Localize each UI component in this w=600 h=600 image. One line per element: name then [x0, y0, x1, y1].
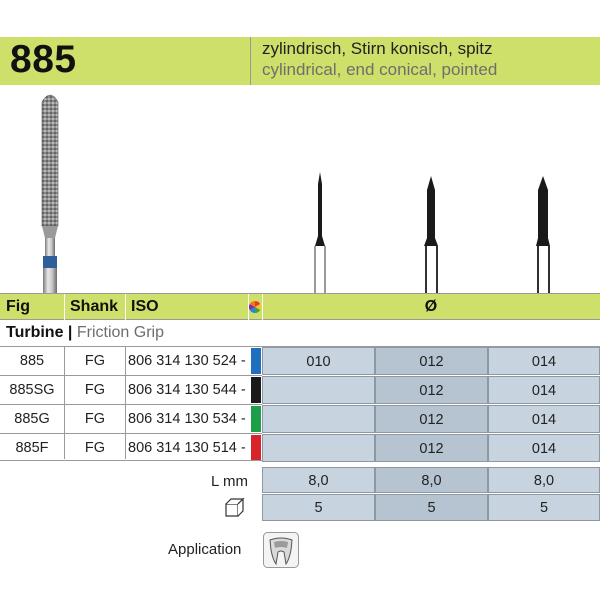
pack-cell: 5: [375, 494, 488, 521]
length-cell: 8,0: [262, 467, 375, 493]
column-header-row: [0, 293, 600, 320]
size-cell: 012: [375, 347, 488, 375]
row-iso: 806 314 130 514 -: [128, 440, 246, 456]
color-band-red: [251, 435, 261, 461]
column-header-diameter: Ø: [424, 298, 438, 315]
size-cell-empty: [262, 405, 375, 433]
color-wheel-icon: [249, 294, 262, 321]
pack-row: [0, 494, 600, 521]
section-title-friction-grip: Friction Grip: [76, 324, 164, 341]
color-band-green: [251, 406, 261, 432]
size-cell: 010: [262, 347, 375, 375]
row-iso: 806 314 130 544 -: [128, 382, 246, 398]
application-label: Application: [168, 541, 242, 558]
row-shank: FG: [84, 382, 106, 398]
product-code: 885: [10, 38, 77, 81]
size-cell: 014: [488, 405, 600, 433]
size-cell: 012: [375, 434, 488, 462]
product-illustration-area: [0, 86, 600, 293]
section-title-turbine: Turbine |: [6, 324, 73, 341]
size-cell: 012: [375, 376, 488, 404]
bur-drawing-014: [536, 176, 550, 293]
size-cell-empty: [262, 376, 375, 404]
description-english: cylindrical, end conical, pointed: [262, 60, 498, 79]
row-shank: FG: [84, 353, 106, 369]
length-cell: 8,0: [375, 467, 488, 493]
color-band-blue: [251, 348, 261, 374]
table-row: [0, 347, 600, 375]
size-cell: 014: [488, 347, 600, 375]
table-row: [0, 405, 600, 433]
size-cell: 012: [375, 405, 488, 433]
pack-cell: 5: [262, 494, 375, 521]
row-iso: 806 314 130 534 -: [128, 411, 246, 427]
column-header-iso: ISO: [131, 298, 159, 315]
row-fig: 885F: [15, 440, 49, 456]
pack-cell: 5: [488, 494, 600, 521]
section-title: [6, 322, 164, 344]
table-row: [0, 376, 600, 404]
column-header-shank: Shank: [70, 298, 119, 315]
bur-drawing-010: [315, 172, 325, 293]
bur-drawing-012: [424, 176, 438, 293]
row-fig: 885SG: [9, 382, 55, 398]
column-header-fig: Fig: [6, 298, 30, 315]
size-cell-empty: [262, 434, 375, 462]
length-cell: 8,0: [488, 467, 600, 493]
bur-photo: [42, 95, 58, 293]
row-shank: FG: [84, 411, 106, 427]
row-fig: 885G: [14, 411, 50, 427]
length-label: L mm: [211, 473, 248, 490]
row-fig: 885: [19, 353, 45, 369]
tooth-icon: [263, 532, 299, 568]
size-cell: 014: [488, 376, 600, 404]
table-row: [0, 434, 600, 462]
row-shank: FG: [84, 440, 106, 456]
color-band-black: [251, 377, 261, 403]
row-iso: 806 314 130 524 -: [128, 353, 246, 369]
length-row: [0, 467, 600, 493]
description-german: zylindrisch, Stirn konisch, spitz: [262, 39, 493, 58]
size-cell: 014: [488, 434, 600, 462]
bur-illustrations: [0, 86, 600, 293]
